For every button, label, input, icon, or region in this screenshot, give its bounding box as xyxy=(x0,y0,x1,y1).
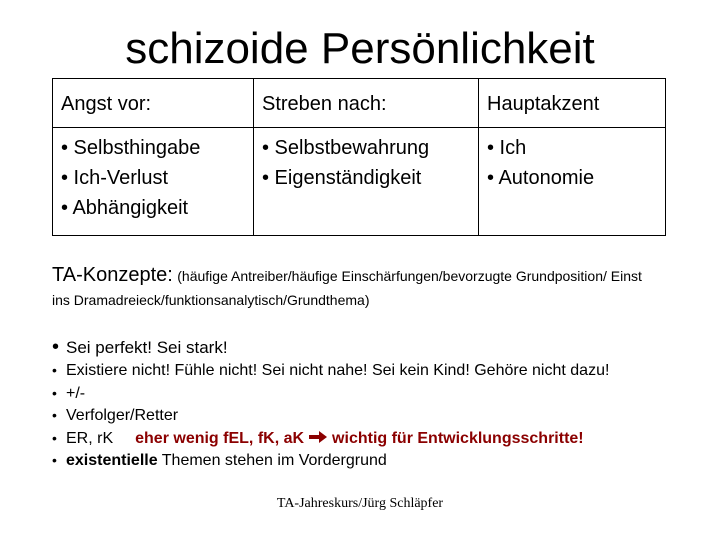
list-item: • Ich-Verlust xyxy=(61,167,169,189)
header-angst: Angst vor: xyxy=(53,79,254,128)
ta-label: TA-Konzepte: xyxy=(52,264,173,286)
bullet-list xyxy=(52,336,609,475)
list-item xyxy=(52,430,609,453)
bullet-icon: • xyxy=(52,384,57,401)
bullet-icon: • xyxy=(52,336,60,358)
bullet-icon: • xyxy=(52,362,57,378)
list-item: • Abhängigkeit xyxy=(61,197,189,219)
list-item: • Selbstbewahrung xyxy=(262,137,430,159)
header-streben: Streben nach: xyxy=(254,79,479,128)
bullet-icon: • xyxy=(52,407,57,423)
list-item: • Autonomie xyxy=(487,167,595,189)
page-title: schizoide Persönlichkeit xyxy=(125,24,595,73)
bullet-icon: • xyxy=(52,429,57,446)
right-arrow-icon xyxy=(308,430,328,444)
list-item: • Selbsthingabe xyxy=(61,137,201,159)
list-item: • Sei perfekt! Sei stark! xyxy=(52,336,228,358)
ta-note-continued: ins Dramadreieck/funktionsanalytisch/Grundthema) xyxy=(52,292,370,308)
cell-angst xyxy=(53,128,254,236)
emphasis-text-end: wichtig für Entwicklungsschritte! xyxy=(332,429,584,447)
list-item: • Existiere nicht! Fühle nicht! Sei nicht nahe! Sei kein Kind! Gehöre nicht dazu! xyxy=(52,362,610,379)
comparison-table xyxy=(52,78,666,236)
cell-hauptakzent xyxy=(479,128,666,236)
ego-state-text: ER, rK xyxy=(66,429,114,447)
ta-note: (häufige Antreiber/häufige Einschärfungen/bevorzugte Grundposition/ Einst xyxy=(177,268,642,284)
table-row xyxy=(53,128,666,236)
list-item: • +/- xyxy=(52,384,86,402)
footer-credit: TA-Jahreskurs/Jürg Schläpfer xyxy=(276,496,444,511)
cell-streben xyxy=(254,128,479,236)
table-header-row xyxy=(53,79,666,128)
ta-concepts-heading xyxy=(52,264,720,287)
list-item: • Verfolger/Retter xyxy=(52,407,179,424)
header-hauptakzent: Hauptakzent xyxy=(479,79,666,128)
list-item xyxy=(52,452,609,475)
bold-text: existentielle xyxy=(66,452,158,469)
bullet-icon: • xyxy=(52,452,57,468)
list-item: • Ich xyxy=(487,137,527,159)
emphasis-text: eher wenig fEL, fK, aK xyxy=(135,429,305,447)
list-item-text: Themen stehen im Vordergrund xyxy=(157,452,387,469)
list-item: • Eigenständigkeit xyxy=(262,167,422,189)
